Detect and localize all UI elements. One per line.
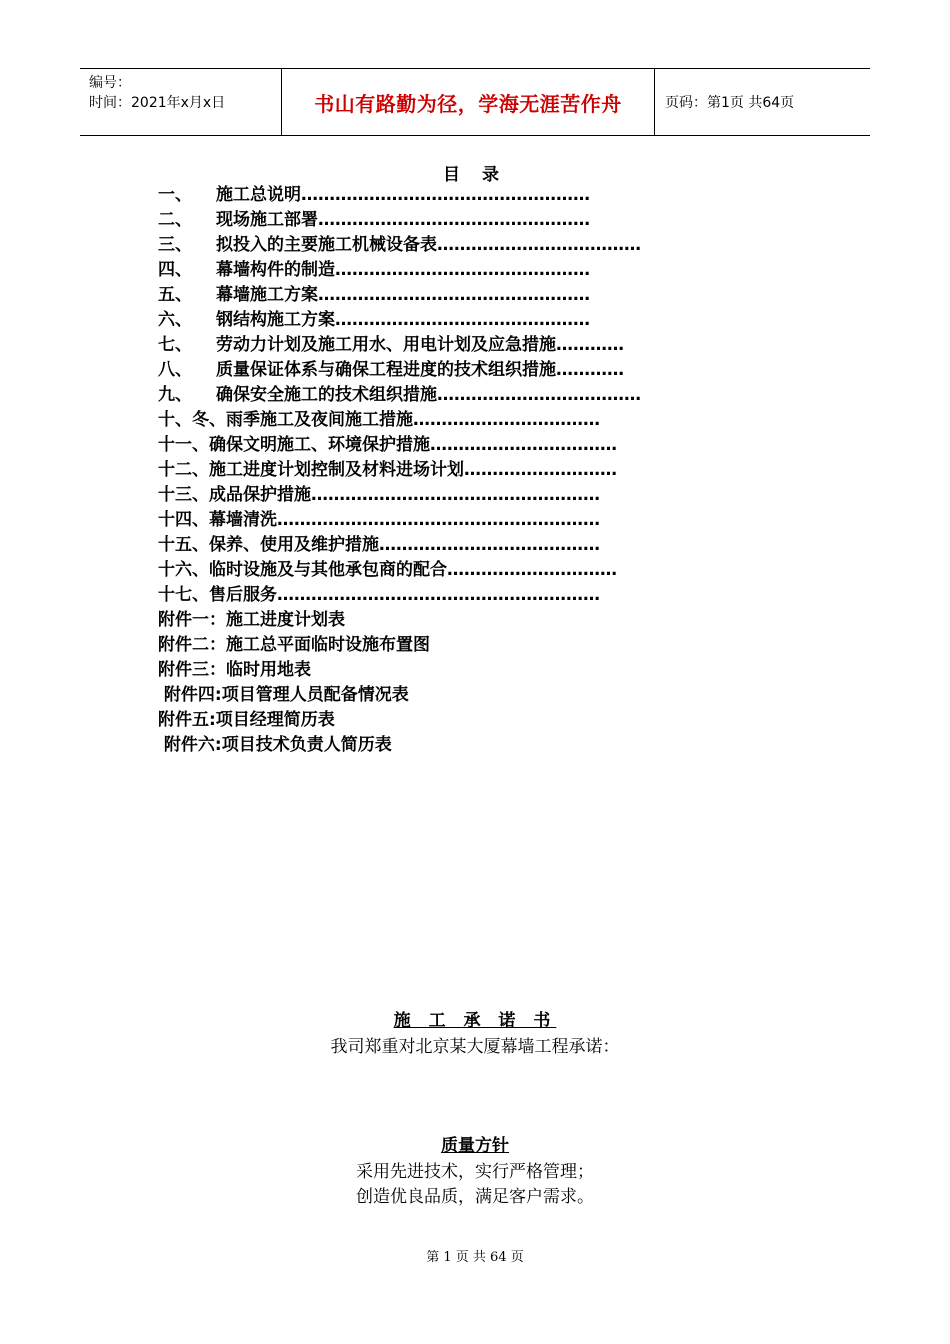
toc-item xyxy=(158,683,641,708)
toc-item xyxy=(158,233,641,258)
toc-item-text: 附件二：施工总平面临时设施布置图 xyxy=(158,635,430,655)
toc-item xyxy=(158,283,641,308)
toc-item-text: 十三、成品保护措施 xyxy=(158,485,311,505)
toc-item-leader: ………………………………………… xyxy=(318,210,590,230)
toc-item-leader: ……………………………… xyxy=(437,385,641,405)
toc-item-text: 十五、保养、使用及维护措施 xyxy=(158,535,379,555)
toc-item-leader: ………… xyxy=(556,335,624,355)
quality-line-2: 创造优良品质，满足客户需求。 xyxy=(356,1187,594,1207)
toc-item-text: 钢结构施工方案 xyxy=(216,310,335,330)
toc-item xyxy=(158,483,641,508)
pledge-text: 我司郑重对北京某大厦幕墙工程承诺： xyxy=(330,1037,620,1057)
toc-item-text: 十七、售后服务 xyxy=(158,585,277,605)
toc-item-text: 附件四:项目管理人员配备情况表 xyxy=(158,685,409,705)
toc-item-text: 十二、施工进度计划控制及材料进场计划 xyxy=(158,460,464,480)
time-label: 时间：2021年x月x日 xyxy=(89,95,226,111)
toc-item xyxy=(158,183,641,208)
toc-item xyxy=(158,333,641,358)
toc-item-number: 四、 xyxy=(158,260,192,280)
toc-item-leader: ………………………………………………… xyxy=(277,585,600,605)
toc-item-leader: ……………………… xyxy=(464,460,617,480)
header-page-code: 页码：第1页 共64页 xyxy=(665,95,795,111)
toc-item xyxy=(158,658,641,683)
toc-item-text: 十一、确保文明施工、环境保护措施 xyxy=(158,435,430,455)
toc-item-leader: ………………………………… xyxy=(379,535,600,555)
toc-item-text: 施工总说明 xyxy=(216,185,301,205)
toc-item xyxy=(158,408,641,433)
toc-item-leader: ……………………………………… xyxy=(335,310,590,330)
page-footer: 第 1 页 共 64 页 xyxy=(426,1250,524,1265)
number-label: 编号： xyxy=(89,75,131,91)
toc-item-number: 三、 xyxy=(158,235,192,255)
toc-item xyxy=(158,558,641,583)
toc-item xyxy=(158,733,641,758)
toc-item-number: 七、 xyxy=(158,335,192,355)
toc-item xyxy=(158,433,641,458)
quality-title: 质量方针 xyxy=(441,1136,509,1156)
toc-item xyxy=(158,458,641,483)
toc-item xyxy=(158,358,641,383)
header-motto: 书山有路勤为径，学海无涯苦作舟 xyxy=(282,69,655,135)
toc-item-text: 十四、幕墙清洗 xyxy=(158,510,277,530)
toc-item-number: 五、 xyxy=(158,285,192,305)
toc-item-leader: …………………………………………… xyxy=(301,185,590,205)
toc-item xyxy=(158,708,641,733)
toc-item-leader: ………………………… xyxy=(447,560,617,580)
table-of-contents xyxy=(158,183,641,758)
toc-item-text: 十六、临时设施及与其他承包商的配合 xyxy=(158,560,447,580)
toc-item-text: 附件五:项目经理简历表 xyxy=(158,710,335,730)
toc-item-text: 十、冬、雨季施工及夜间施工措施 xyxy=(158,410,413,430)
toc-item xyxy=(158,508,641,533)
toc-item xyxy=(158,583,641,608)
page-header xyxy=(80,68,870,136)
toc-item-text: 质量保证体系与确保工程进度的技术组织措施 xyxy=(216,360,556,380)
header-meta xyxy=(80,69,282,135)
toc-item-text: 劳动力计划及施工用水、用电计划及应急措施 xyxy=(216,335,556,355)
toc-item-text: 幕墙施工方案 xyxy=(216,285,318,305)
toc-item-number: 二、 xyxy=(158,210,192,230)
toc-title: 目 录 xyxy=(443,165,507,185)
toc-item-text: 附件六:项目技术负责人简历表 xyxy=(158,735,392,755)
toc-item xyxy=(158,383,641,408)
toc-item-text: 附件三：临时用地表 xyxy=(158,660,311,680)
toc-item-number: 一、 xyxy=(158,185,192,205)
toc-item-text: 幕墙构件的制造 xyxy=(216,260,335,280)
toc-item-number: 九、 xyxy=(158,385,192,405)
toc-item-leader: ………………………………………………… xyxy=(277,510,600,530)
toc-item xyxy=(158,533,641,558)
toc-item-leader: …………………………………………… xyxy=(311,485,600,505)
toc-item-leader: ……………………………… xyxy=(437,235,641,255)
toc-item-text: 拟投入的主要施工机械设备表 xyxy=(216,235,437,255)
toc-item-leader: …………………………… xyxy=(430,435,617,455)
toc-item-text: 附件一：施工进度计划表 xyxy=(158,610,345,630)
toc-item xyxy=(158,308,641,333)
pledge-title: 施 工 承 诺 书 xyxy=(393,1011,557,1031)
toc-item xyxy=(158,208,641,233)
toc-item xyxy=(158,258,641,283)
toc-item-leader: ………… xyxy=(556,360,624,380)
toc-item-number: 六、 xyxy=(158,310,192,330)
quality-line-1: 采用先进技术，实行严格管理； xyxy=(356,1162,594,1182)
toc-item-text: 现场施工部署 xyxy=(216,210,318,230)
toc-item-number: 八、 xyxy=(158,360,192,380)
toc-item-leader: ……………………………………… xyxy=(335,260,590,280)
toc-item-text: 确保安全施工的技术组织措施 xyxy=(216,385,437,405)
toc-item xyxy=(158,608,641,633)
toc-item xyxy=(158,633,641,658)
toc-item-leader: ………………………………………… xyxy=(318,285,590,305)
toc-item-leader: …………………………… xyxy=(413,410,600,430)
